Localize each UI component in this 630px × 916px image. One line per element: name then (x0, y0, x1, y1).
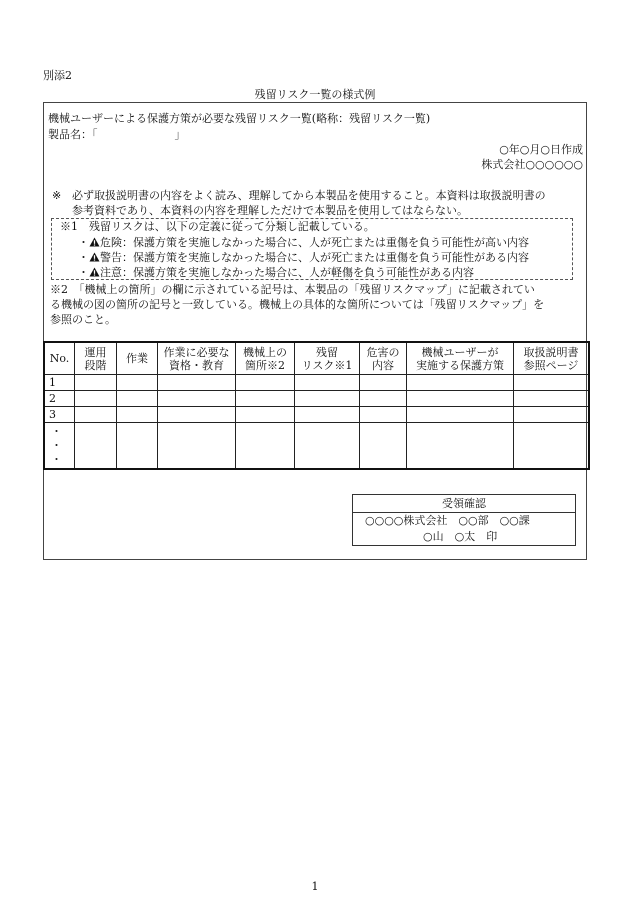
doc-title: 残留リスク一覧の様式例 (254, 88, 376, 101)
cell[interactable] (236, 375, 295, 391)
cell[interactable] (360, 423, 407, 469)
cell[interactable] (158, 391, 236, 407)
note2-line-1: ※2 「機械上の箇所」の欄に示されている記号は、本製品の「残留リスクマップ」に記載されてい (50, 283, 535, 296)
note-line-1: 必ず取扱説明書の内容をよく読み、理解してから本製品を使用すること。本資料は取扱説明書の (72, 189, 546, 202)
note2-line-2: る機械の図の箇所の記号と一致している。機械上の具体的な箇所については「残留リスクマップ」を (50, 298, 545, 311)
warning-triangle-icon (89, 237, 100, 247)
definition-warning-text: ：保護方策を実施しなかった場合に、人が死亡または重傷を負う可能性がある内容 (122, 251, 529, 264)
attachment-label: 別添2 (43, 69, 72, 82)
cell[interactable] (407, 375, 514, 391)
cell[interactable] (236, 423, 295, 469)
table-row (45, 391, 589, 407)
header-residual-risk: 残留 リスク※1 (295, 343, 360, 375)
cell[interactable] (117, 407, 158, 423)
cell[interactable] (295, 423, 360, 469)
table-row (45, 407, 589, 423)
bullet: ・ (78, 266, 89, 279)
cell[interactable] (158, 423, 236, 469)
row-number: 3 (45, 407, 75, 423)
note1-title: ※1 残留リスクは、以下の定義に従って分類し記載している。 (60, 220, 375, 233)
cell[interactable] (514, 375, 589, 391)
cell[interactable] (236, 407, 295, 423)
note2-line-3: 参照のこと。 (50, 313, 116, 326)
cell[interactable] (75, 407, 117, 423)
creation-date: ○年○月○日作成 (499, 143, 583, 156)
cell[interactable] (514, 391, 589, 407)
continuation-dots: ・ ・ ・ (45, 423, 75, 469)
company-name: 株式会社○○○○○○ (481, 158, 583, 171)
product-name-field: 製品名：「 」 (48, 128, 186, 141)
table-row-continuation (45, 423, 589, 469)
definition-warning (78, 250, 529, 265)
header-protective-measure: 機械ユーザーが 実施する保護方策 (407, 343, 514, 375)
cell[interactable] (360, 391, 407, 407)
cell[interactable] (295, 407, 360, 423)
header-qualification: 作業に必要な 資格・教育 (158, 343, 236, 375)
cell[interactable] (117, 391, 158, 407)
receipt-company: ○○○○株式会社 ○○部 ○○課 (365, 514, 530, 527)
note-line-2: 参考資料であり、本資料の内容を理解しただけで本製品を使用してはならない。 (72, 204, 468, 217)
cell[interactable] (407, 407, 514, 423)
cell[interactable] (117, 375, 158, 391)
cell[interactable] (360, 375, 407, 391)
level-caution: 注意 (100, 266, 122, 279)
row-number: 2 (45, 391, 75, 407)
definition-danger-text: ：保護方策を実施しなかった場合に、人が死亡または重傷を負う可能性が高い内容 (122, 236, 529, 249)
definition-danger (78, 235, 529, 250)
header-task: 作業 (117, 343, 158, 375)
level-danger: 危険 (100, 236, 122, 249)
cell[interactable] (514, 423, 589, 469)
cell[interactable] (75, 375, 117, 391)
residual-risk-table (44, 342, 589, 469)
cell[interactable] (158, 375, 236, 391)
table-header-row (45, 343, 589, 375)
cell[interactable] (407, 391, 514, 407)
cell[interactable] (295, 375, 360, 391)
cell[interactable] (75, 423, 117, 469)
warning-triangle-icon (89, 252, 100, 262)
form-heading: 機械ユーザーによる保護方策が必要な残留リスク一覧(略称：残留リスク一覧) (48, 112, 431, 125)
cell[interactable] (236, 391, 295, 407)
cell[interactable] (75, 391, 117, 407)
level-warning: 警告 (100, 251, 122, 264)
receipt-confirmation-box (352, 494, 576, 546)
table-row (45, 375, 589, 391)
cell[interactable] (360, 407, 407, 423)
definition-caution (78, 265, 474, 280)
header-location: 機械上の 箇所※2 (236, 343, 295, 375)
bullet: ・ (78, 251, 89, 264)
page-number: 1 (311, 880, 319, 893)
header-stage: 運用 段階 (75, 343, 117, 375)
bullet: ・ (78, 236, 89, 249)
definition-caution-text: ：保護方策を実施しなかった場合に、人が軽傷を負う可能性がある内容 (122, 266, 474, 279)
cell[interactable] (514, 407, 589, 423)
header-harm: 危害の 内容 (360, 343, 407, 375)
note-mark: ※ (52, 189, 62, 202)
cell[interactable] (117, 423, 158, 469)
receipt-signature: ○山 ○太 印 (423, 530, 498, 543)
receipt-title: 受領確認 (353, 495, 575, 513)
row-number: 1 (45, 375, 75, 391)
cell[interactable] (158, 407, 236, 423)
cell[interactable] (295, 391, 360, 407)
header-manual-page: 取扱説明書 参照ページ (514, 343, 589, 375)
header-no: No. (45, 343, 75, 375)
cell[interactable] (407, 423, 514, 469)
warning-triangle-icon (89, 267, 100, 277)
